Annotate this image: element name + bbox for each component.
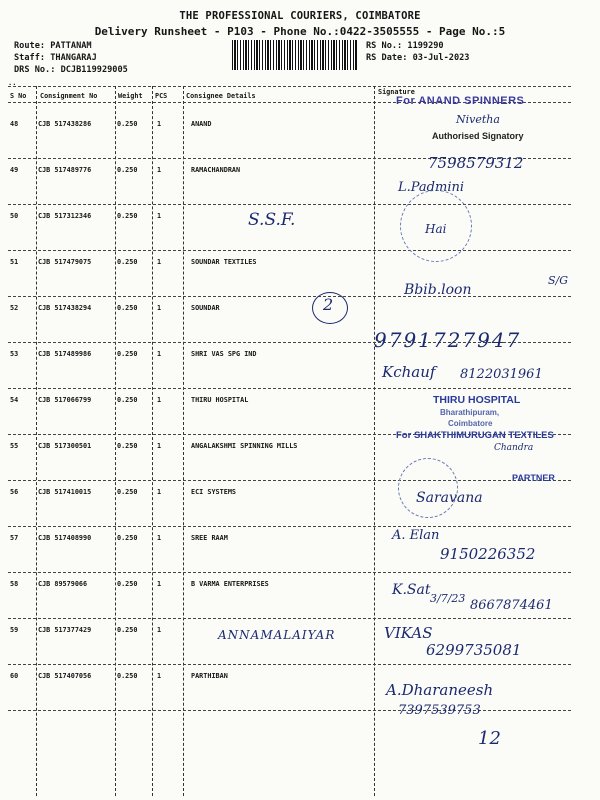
- col-consignee: Consignee Details: [186, 92, 256, 100]
- row-pcs: 1: [157, 350, 162, 358]
- row-pcs: 1: [157, 672, 162, 680]
- staff: Staff: THANGARAJ: [14, 53, 97, 63]
- row-pcs: 1: [157, 304, 162, 312]
- row-weight: 0.250: [117, 212, 138, 220]
- row-sno: 52: [10, 304, 19, 312]
- hw-twelve: 12: [478, 728, 501, 749]
- row-divider: [8, 480, 571, 481]
- row-sno: 55: [10, 442, 19, 450]
- drs-number: DRS No.: DCJB119929005: [14, 65, 128, 75]
- col-consignment: Consignment No: [40, 92, 98, 100]
- col-weight: Weight: [118, 92, 143, 100]
- row-weight: 0.250: [117, 396, 138, 404]
- hw-sign-58: K.Sat: [392, 582, 431, 598]
- hw-phone-57: 9150226352: [440, 545, 536, 563]
- hw-dharaneesh: A.Dharaneesh: [386, 681, 494, 699]
- row-consignment-no: CJB 517489986: [38, 350, 92, 358]
- header-top-rule: [8, 86, 571, 87]
- row-consignee: ANAND: [191, 120, 212, 128]
- row-consignment-no: CJB 517438286: [38, 120, 92, 128]
- row-pcs: 1: [157, 488, 162, 496]
- runsheet-title: Delivery Runsheet - P103 - Phone No.:0422-3505555 - Page No.:5: [94, 25, 506, 38]
- row-pcs: 1: [157, 120, 162, 128]
- row-weight: 0.250: [117, 580, 138, 588]
- row-weight: 0.250: [117, 672, 138, 680]
- row-sno: 51: [10, 258, 19, 266]
- row-pcs: 1: [157, 396, 162, 404]
- row-sno: 58: [10, 580, 19, 588]
- row-consignment-no: CJB 517066799: [38, 396, 92, 404]
- rs-date: RS Date: 03-Jul-2023: [366, 53, 470, 63]
- row-weight: 0.250: [117, 120, 138, 128]
- hw-phone-60: 7397539753: [398, 703, 481, 718]
- row-divider: [8, 526, 571, 527]
- row-weight: 0.250: [117, 626, 138, 634]
- row-pcs: 1: [157, 534, 162, 542]
- stamp-thiru-hospital: THIRU HOSPITAL: [433, 394, 521, 406]
- stamp-anand-spinners: For ANAND SPINNERS: [396, 95, 525, 107]
- row-sno: 60: [10, 672, 19, 680]
- hw-phone-49: 7598579312: [428, 154, 524, 172]
- hw-sg-51: S/G: [548, 274, 569, 287]
- row-consignment-no: CJB 89579066: [38, 580, 88, 588]
- row-sno: 57: [10, 534, 19, 542]
- row-consignment-no: CJB 517300501: [38, 442, 92, 450]
- row-weight: 0.250: [117, 534, 138, 542]
- company-title: THE PROFESSIONAL COURIERS, COIMBATORE: [179, 10, 421, 22]
- row-weight: 0.250: [117, 488, 138, 496]
- row-weight: 0.250: [117, 258, 138, 266]
- row-pcs: 1: [157, 166, 162, 174]
- hw-phone-52: 9791727947: [374, 328, 522, 352]
- row-divider: [8, 710, 571, 711]
- hw-sign-51: Bbib.loon: [404, 282, 472, 298]
- row-weight: 0.250: [117, 304, 138, 312]
- row-consignee: SOUNDAR TEXTILES: [191, 258, 257, 266]
- row-sno: 53: [10, 350, 19, 358]
- hw-annamalaiyar: ANNAMALAIYAR: [218, 628, 336, 642]
- hw-sign-50: Hai: [425, 222, 447, 236]
- col-signature: Signature: [378, 88, 415, 96]
- hw-kchauf: Kchauf: [382, 363, 436, 381]
- row-consignee: THIRU HOSPITAL: [191, 396, 249, 404]
- col-rule: [374, 86, 375, 796]
- row-consignee: ECI SYSTEMS: [191, 488, 237, 496]
- row-sno: 59: [10, 626, 19, 634]
- row-sno: 56: [10, 488, 19, 496]
- row-sno: 48: [10, 120, 19, 128]
- col-sno: S No: [10, 92, 27, 100]
- row-consignment-no: CJB 517410015: [38, 488, 92, 496]
- row-divider: [8, 618, 571, 619]
- row-sno: 50: [10, 212, 19, 220]
- barcode: [232, 40, 357, 70]
- hw-two: 2: [323, 295, 334, 314]
- row-divider: [8, 664, 571, 665]
- round-seal: [398, 458, 458, 518]
- hw-phone-58: 8667874461: [470, 598, 553, 613]
- stamp-bharathipuram: Bharathipuram,: [440, 408, 500, 417]
- rs-number: RS No.: 1199290: [366, 41, 444, 51]
- row-consignment-no: CJB 517407056: [38, 672, 92, 680]
- hw-phone-59: 6299735081: [426, 641, 522, 659]
- row-consignee: RAMACHANDRAN: [191, 166, 241, 174]
- row-consignee: SOUNDAR: [191, 304, 220, 312]
- stamp-shakthimurugan: For SHAKTHIMURUGAN TEXTILES: [396, 430, 554, 441]
- row-consignee: SHRI VAS SPG IND: [191, 350, 257, 358]
- hw-padmini: L.Padmini: [398, 180, 465, 195]
- hw-nivetha: Nivetha: [456, 113, 500, 126]
- row-pcs: 1: [157, 442, 162, 450]
- row-consignee: SREE RAAM: [191, 534, 228, 542]
- row-pcs: 1: [157, 580, 162, 588]
- row-divider: [8, 250, 571, 251]
- col-rule: [36, 86, 37, 796]
- row-divider: [8, 572, 571, 573]
- row-pcs: 1: [157, 212, 162, 220]
- row-pcs: 1: [157, 258, 162, 266]
- col-rule: [183, 86, 184, 796]
- dots: ..: [8, 79, 17, 87]
- row-weight: 0.250: [117, 166, 138, 174]
- stamp-authorised: Authorised Signatory: [432, 131, 524, 141]
- row-weight: 0.250: [117, 350, 138, 358]
- route: Route: PATTANAM: [14, 41, 92, 51]
- row-consignment-no: CJB 517312346: [38, 212, 92, 220]
- row-consignee: PARTHIBAN: [191, 672, 228, 680]
- hw-date-58: 3/7/23: [430, 592, 466, 605]
- col-rule: [152, 86, 153, 796]
- row-consignee: B VARMA ENTERPRISES: [191, 580, 269, 588]
- row-divider: [8, 388, 571, 389]
- row-divider: [8, 204, 571, 205]
- hw-chandra: Chandra: [494, 443, 534, 453]
- hw-sign-56: Saravana: [416, 490, 483, 506]
- hw-phone-53: 8122031961: [460, 367, 543, 382]
- hw-vikas: VIKAS: [384, 624, 433, 642]
- row-consignee: ANGALAKSHMI SPINNING MILLS: [191, 442, 298, 450]
- row-consignment-no: CJB 517438294: [38, 304, 92, 312]
- stamp-coimbatore: Coimbatore: [448, 419, 493, 428]
- stamp-partner: PARTNER: [512, 473, 555, 483]
- row-consignment-no: CJB 517479075: [38, 258, 92, 266]
- row-consignment-no: CJB 517377429: [38, 626, 92, 634]
- hw-sign-57: A. Elan: [392, 528, 440, 543]
- row-weight: 0.250: [117, 442, 138, 450]
- row-consignment-no: CJB 517408990: [38, 534, 92, 542]
- hw-ssf: S.S.F.: [248, 210, 296, 230]
- col-pcs: PCS: [155, 92, 168, 100]
- row-pcs: 1: [157, 626, 162, 634]
- row-consignment-no: CJB 517489776: [38, 166, 92, 174]
- row-sno: 49: [10, 166, 19, 174]
- row-sno: 54: [10, 396, 19, 404]
- row-divider: [8, 296, 571, 297]
- col-rule: [115, 86, 116, 796]
